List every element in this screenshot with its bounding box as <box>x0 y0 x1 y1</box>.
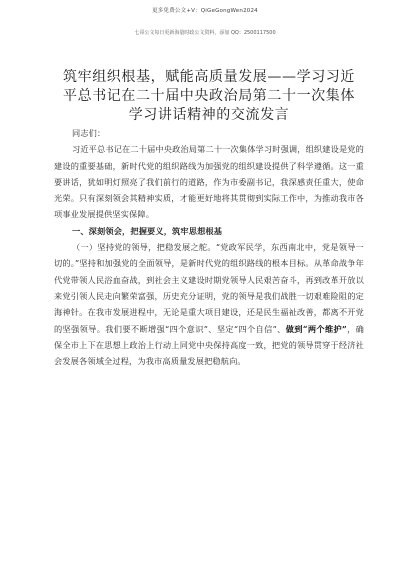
section-heading: 一、深刻领会，把握要义，筑牢思想根基 <box>72 225 223 236</box>
document-body <box>54 125 364 369</box>
paragraph <box>54 239 364 369</box>
document-title <box>54 68 364 125</box>
bold-phrase: 做到“两个维护” <box>285 323 347 334</box>
salutation: 同志们： <box>72 128 106 138</box>
title-line: 学习讲话精神的交流发言 <box>128 107 290 123</box>
header-banner: 更多免费公文+V：QiGeGongWen2024 <box>152 8 258 14</box>
paragraph-text: （一）坚持党的领导，把稳发展之舵。“党政军民学，东西南北中，党是领导一切的。”坚持和加强党的全面领导，是新时代党的组织路线的根本目标。从革命战争年代党带领人民浴血奋战，到社会主义建设时期党领导人民艰苦奋斗，再到改革开放以来党引领人民走向繁荣富强，历史充分证明，党的领导是我们战胜一切艰难险阻的定海神针。在我市发展进程中，无论是重大项目建设，还是民生福祉改善，都离不开党的坚强领导。我们要不断增强“四个意识”、坚定“四个自信”、 <box>54 242 364 334</box>
title-line: 筑牢组织根基，赋能高质量发展——学习习近 <box>63 69 355 85</box>
paragraph-text: ，确保全市上下在思想上政治上行动上同党中央保持高度一致，把党的领导贯穿于经济社会发展各领域全过程，为我市高质量发展把稳航向。 <box>54 323 365 367</box>
paragraph: 习近平总书记在二十届中央政治局第二十一次集体学习时强调，组织建设是党的建设的重要基础，新时代党的组织路线为加强党的组织建设提供了科学遵循。这一重要讲话，犹如明灯照亮了我们前行的道路，作为市委副书记，我深感责任重大，使命光荣。只有深刻领会其精神实质，才能更好地将其贯彻到实际工作中，为推动我市各项事业发展提供坚实保障。 <box>54 144 364 220</box>
header-subbanner: 七哥公文每日更新海量时政公文资料，添加 QQ：2500117500 <box>134 30 276 36</box>
title-line: 平总书记在二十届中央政治局第二十一次集体 <box>63 88 355 104</box>
